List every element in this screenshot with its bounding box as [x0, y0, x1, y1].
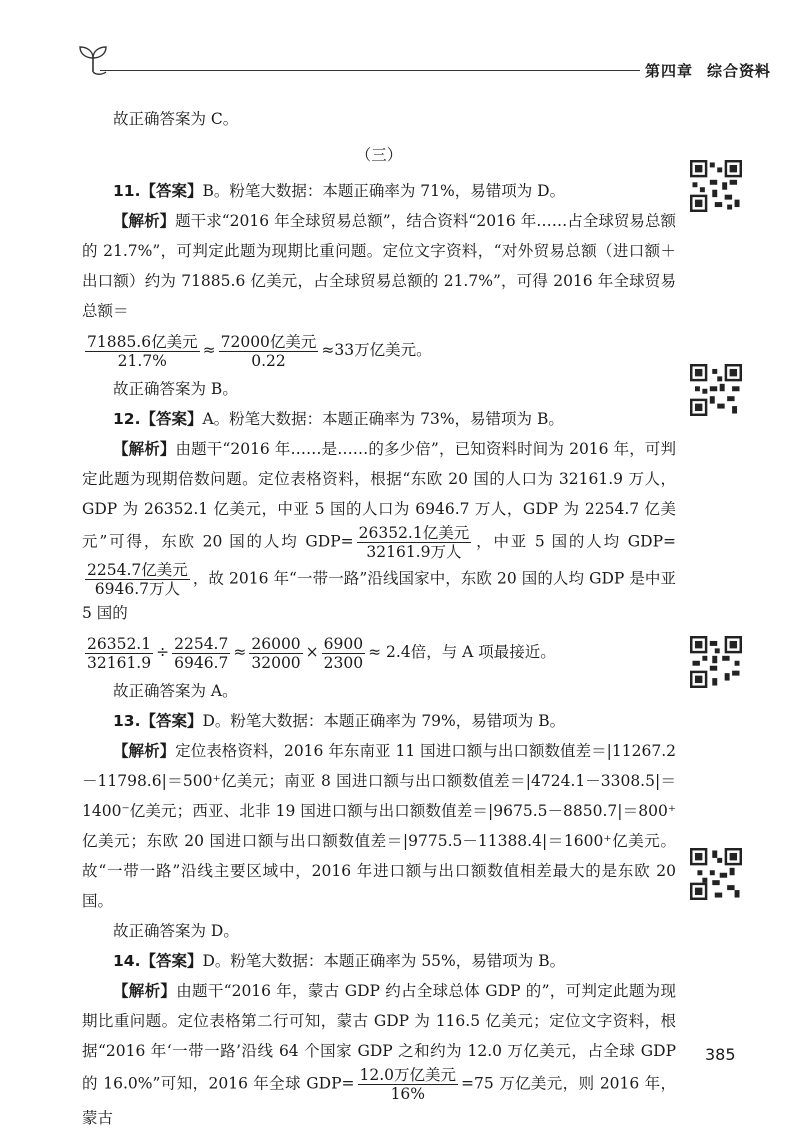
q12-formula: $\frac{26352.1}{32161.9}$ ÷ $\frac{2254.7}{6946.7}$ ≈ $\frac{26000}{32000}$ × $\frac{6900}{2300}$ ≈ 2.4倍，与 A 项最接近。 — [87, 634, 556, 672]
answer-line: 故正确答案为 A。 — [113, 682, 238, 700]
analysis-tag: 【解析】 — [113, 742, 176, 760]
q14-answer — [82, 946, 676, 976]
chapter-title: 综合资料 — [707, 62, 772, 80]
answer-text: D。粉笔大数据：本题正确率为 55%，易错项为 B。 — [202, 952, 566, 970]
analysis-text: 定位表格资料，2016 年东南亚 11 国进口额与出口额数值差＝|11267.2－11798.6|＝500⁺亿美元；南亚 8 国进口额与出口额数值差＝|4724.1－3308.5|＝1400⁻亿美元；西亚、北非 19 国进口额与出口额数值差＝|9675.5－8850.7|＝800⁺亿美元；东欧 20 国进口额与出口额数值差＝|9775.5－11388.4|＝1600⁺亿美元。故“一带一路”沿线主要区域中，2016 年进口额与出口额数值相差最大的是东欧 20 国。 — [82, 742, 676, 910]
answer-tag: 13.【答案】 — [113, 712, 203, 730]
answer-line: 故正确答案为 D。 — [113, 922, 239, 940]
section-heading: （三） — [355, 146, 403, 164]
fraction: $\frac{\text{12.0万亿美元}}{16\%}$ — [359, 1066, 457, 1103]
qr-code-icon[interactable] — [690, 848, 742, 900]
answer-tag: 14.【答案】 — [113, 952, 203, 970]
answer-text: D。粉笔大数据：本题正确率为 79%，易错项为 B。 — [202, 712, 566, 730]
answer-line: 故正确答案为 B。 — [113, 380, 238, 398]
page-number: 385 — [705, 1045, 736, 1064]
q12-analysis: 【解析】由题干“2016 年……是……的多少倍”，已知资料时间为 2016 年，可判定此题为现期倍数问题。定位表格资料，根据“东欧 20 国的人口为 32161.9 万人，GDP 为 26352.1 亿美元，中亚 5 国的人口为 6946.7 万人，GDP 为 2254.7 亿美元”可得，东欧 20 国的人均 GDP= $\frac{\text{26352.1亿美元}}{\text{32161.9万人}}$ ，中亚 5 国的人均 GDP= $\frac{\text{2254.7亿美元}}{\text{6946.7万人}}$ ，故 2016 年“一带一路”沿线国家中，东欧 20 国的人均 GDP 是中亚 5 国的 — [82, 440, 677, 622]
qr-code-icon[interactable] — [690, 636, 742, 688]
fraction: $\frac{26352.1}{32161.9}$ — [87, 634, 152, 672]
fraction: $\frac{\text{72000亿美元}}{0.22}$ — [220, 332, 317, 370]
chapter-label: 第四章 — [645, 62, 694, 80]
analysis-tag: 【解析】 — [113, 440, 176, 458]
q13-analysis — [82, 736, 676, 916]
qr-code-icon[interactable] — [690, 160, 742, 212]
answer-text: B。粉笔大数据：本题正确率为 71%，易错项为 D。 — [202, 182, 566, 200]
fraction: $\frac{6900}{2300}$ — [323, 634, 364, 672]
q11-formula: $\frac{\text{71885.6亿美元}}{21.7\%}$ ≈ $\frac{\text{72000亿美元}}{0.22}$ ≈33万亿美元。 — [87, 332, 432, 370]
header-rule-left — [100, 70, 640, 71]
q11-answer — [82, 176, 676, 206]
answer-line: 故正确答案为 C。 — [113, 110, 239, 128]
analysis-text: 题干求“2016 年全球贸易总额”，结合资料“2016 年……占全球贸易总额的 21.7%”，可判定此题为现期比重问题。定位文字资料，“对外贸易总额（进口额＋出口额）约为 71885.6 亿美元，占全球贸易总额的 21.7%”，可得 2016 年全球贸易总额＝ — [82, 212, 676, 320]
fraction: $\frac{\text{2254.7亿美元}}{\text{6946.7万人}}$ — [87, 561, 188, 598]
analysis-text: 由题干“2016 年，蒙古 GDP 约占全球总体 GDP 的”，可判定此题为现期比重问题。定位表格第二行可知，蒙古 GDP 为 116.5 亿美元；定位文字资料，根据“2016 年‘一带一路’沿线 64 个国家 GDP 之和约为 12.0 万亿美元，占全球 GDP 的 16.0%”可知，2016 年全球 GDP= — [82, 982, 676, 1093]
q13-answer — [82, 706, 676, 736]
answer-tag: 12.【答案】 — [113, 410, 203, 428]
fraction: $\frac{\text{26352.1亿美元}}{\text{32161.9万人}}$ — [358, 524, 470, 561]
q11-analysis — [82, 206, 676, 326]
header-rule-right — [744, 70, 768, 71]
analysis-tag: 【解析】 — [113, 212, 176, 230]
answer-tag: 11.【答案】 — [113, 182, 203, 200]
page-body — [82, 104, 676, 1133]
q12-answer — [82, 404, 676, 434]
answer-text: A。粉笔大数据：本题正确率为 73%，易错项为 B。 — [202, 410, 564, 428]
running-header — [70, 40, 770, 80]
q14-analysis: 【解析】由题干“2016 年，蒙古 GDP 约占全球总体 GDP 的”，可判定此题为现期比重问题。定位表格第二行可知，蒙古 GDP 为 116.5 亿美元；定位文字资料，根据“2016 年‘一带一路’沿线 64 个国家 GDP 之和约为 12.0 万亿美元，占全球 GDP 的 16.0%”可知，2016 年全球 GDP= $\frac{\text{12.0万亿美元}}{16\%}$ =75 万亿美元，则 2016 年，蒙古 — [82, 982, 676, 1127]
fraction: $\frac{26000}{32000}$ — [251, 634, 301, 672]
analysis-text: 由题干“2016 年……是……的多少倍”，已知资料时间为 2016 年，可判定此题为现期倍数问题。定位表格资料，根据“东欧 20 国的人口为 32161.9 万人，GDP 为 26352.1 亿美元，中亚 5 国的人口为 6946.7 万人，GDP 为 2254.7 亿美元”可得，东欧 20 国的人均 GDP= — [82, 440, 676, 551]
qr-code-icon[interactable] — [690, 364, 742, 416]
fraction: $\frac{\text{71885.6亿美元}}{21.7\%}$ — [87, 332, 198, 370]
fraction: $\frac{2254.7}{6946.7}$ — [174, 634, 229, 672]
analysis-tag: 【解析】 — [113, 982, 177, 1000]
